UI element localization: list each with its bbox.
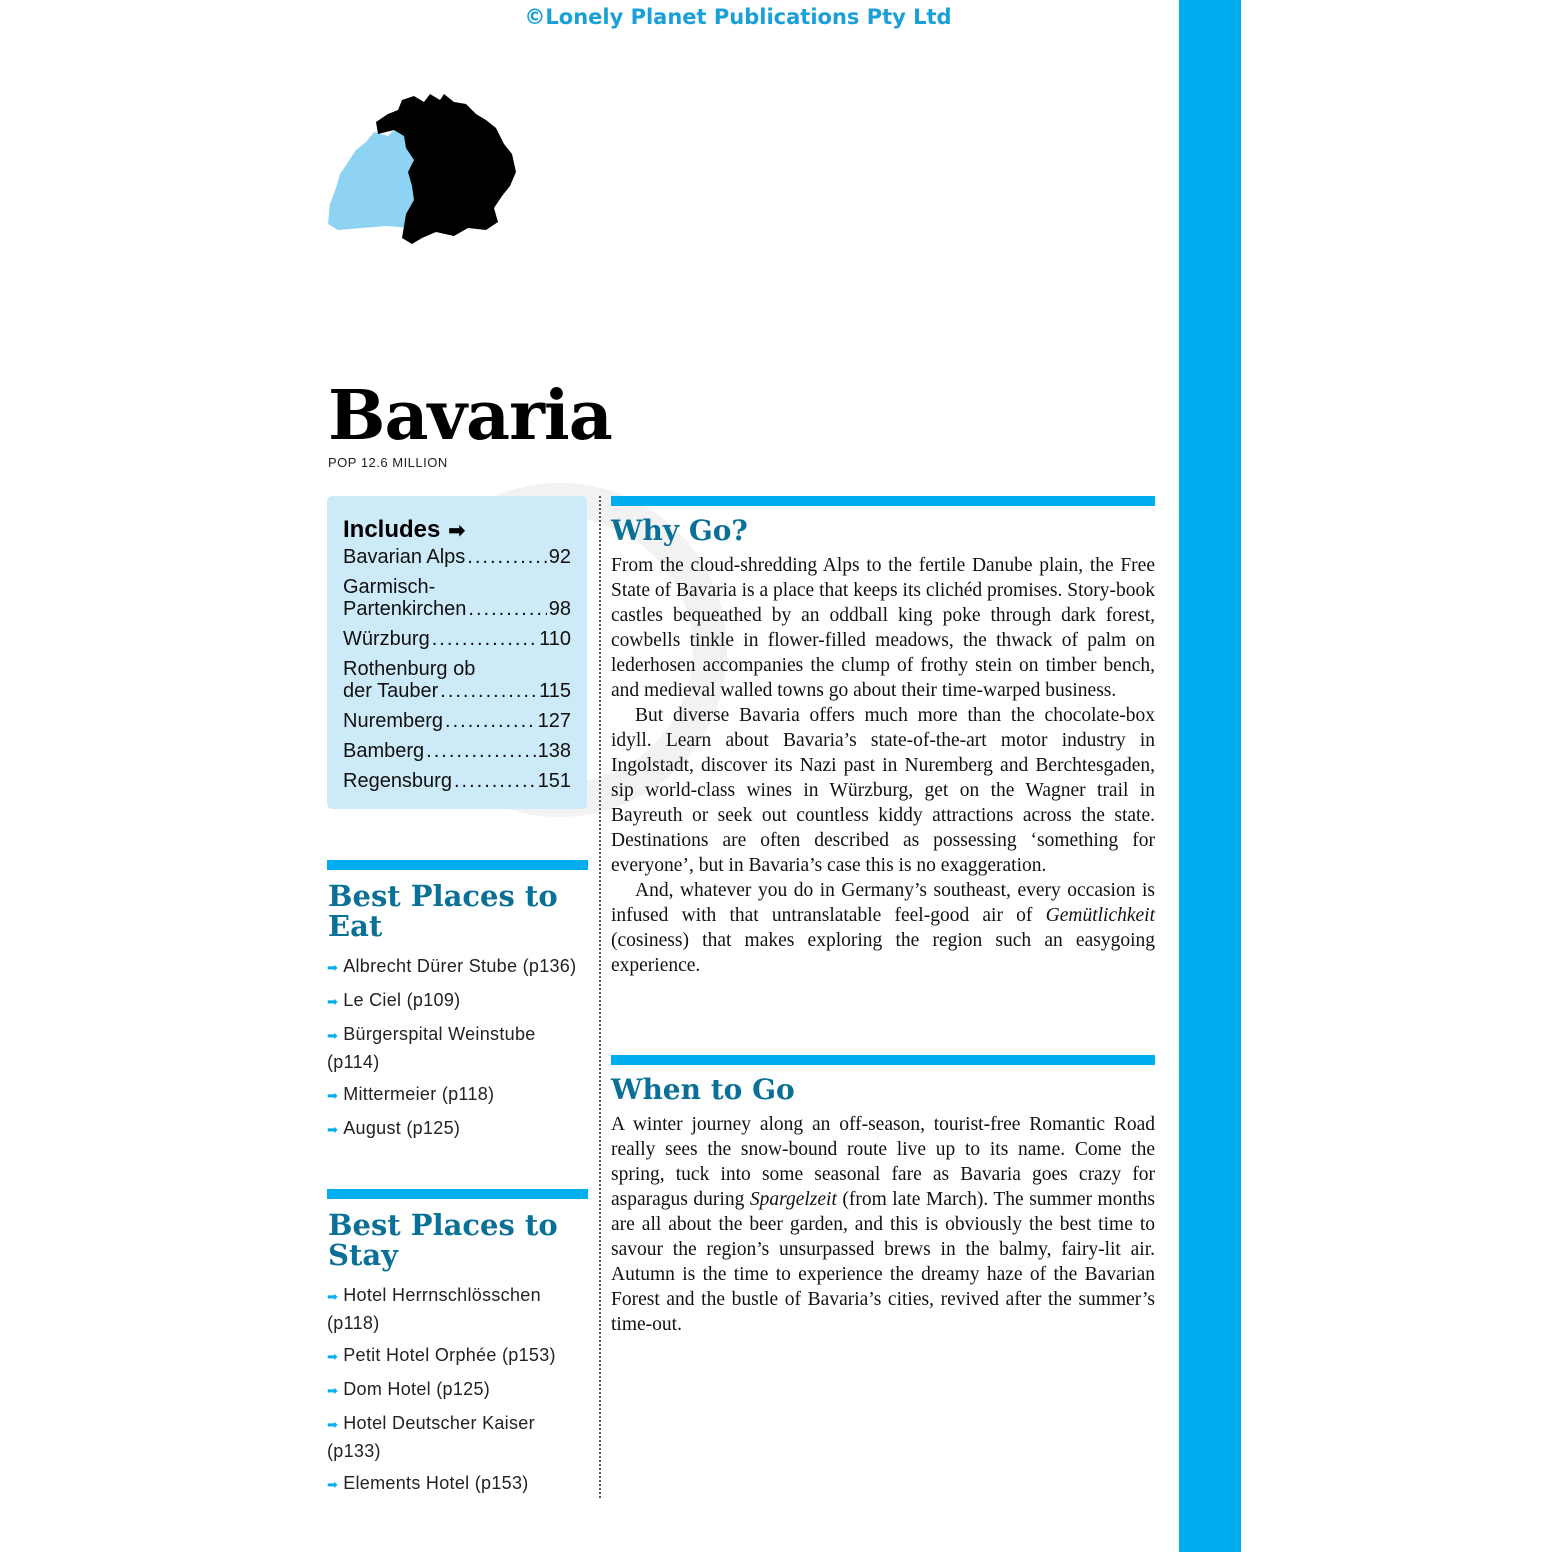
best-stay-heading-line: Stay (328, 1238, 398, 1272)
dot-leader (454, 770, 536, 792)
best-stay-list (327, 1282, 589, 1504)
includes-item-name: Nuremberg (343, 710, 444, 732)
includes-item[interactable] (343, 576, 571, 620)
arrow-right-icon: ➡ (327, 1028, 339, 1043)
includes-item-name: Bamberg (343, 740, 425, 762)
dot-leader (426, 740, 535, 762)
page-title: Bavaria (328, 376, 612, 456)
column-divider (599, 496, 601, 1498)
includes-heading-text: Includes (343, 516, 441, 543)
includes-item-page: 115 (539, 680, 571, 702)
place-list-item[interactable] (327, 1282, 589, 1336)
place-name: Petit Hotel Orphée (p153) (343, 1345, 556, 1365)
includes-item-name: der Tauber (343, 680, 439, 702)
dot-leader (467, 546, 546, 568)
includes-item-page: 138 (537, 740, 571, 762)
text-run: And, whatever you do in Germany’s southeast, every occasion is infused with that untranslatable feel-good air of (611, 880, 1155, 926)
section-rule (611, 496, 1155, 506)
place-list-item[interactable] (327, 1115, 589, 1143)
includes-item-row (343, 680, 571, 702)
paragraph: But diverse Bavaria offers much more than the chocolate-box idyll. Learn about Bavaria’s state-of-the-art motor industry in Ingolstadt, discover its Nazi past in Nuremberg and Berchtesgaden, sip world-class wines in Würzburg, get on the Wagner trail in Bayreuth or seek out countless kiddy attractions across the state. Destinations are often described as possessing ‘something for everyone’, but in Bavaria’s case this is no exaggeration. (611, 705, 1155, 876)
place-name: Bürgerspital Weinstube (p114) (327, 1024, 536, 1072)
dot-leader (432, 628, 537, 650)
includes-item-name: Würzburg (343, 628, 430, 650)
best-eat-list (327, 953, 589, 1149)
includes-item-name-line: Garmisch- (343, 576, 436, 598)
italic-term: Gemütlichkeit (1045, 905, 1155, 926)
copyright-notice: ©Lonely Planet Publications Pty Ltd (524, 5, 952, 29)
includes-item[interactable] (343, 770, 571, 792)
arrow-right-icon: ➡ (448, 519, 466, 542)
why-go-heading: Why Go? (611, 514, 748, 547)
arrow-right-icon: ➡ (327, 1122, 339, 1137)
arrow-right-icon: ➡ (327, 960, 339, 975)
text-run: (from late March). The summer months are all about the beer garden, and this is obviously the best time to savour the region’s unsurpassed brews in the balmy, fairy-lit air. Autumn is the time to experience the dreamy haze of the Bavarian Forest and the bustle of Bavaria’s cities, revived after the summer’s time-out. (611, 1189, 1155, 1335)
place-list-item[interactable] (327, 1342, 589, 1370)
place-list-item[interactable] (327, 987, 589, 1015)
includes-item-row (343, 598, 571, 620)
includes-item-name-line: Rothenburg ob (343, 658, 476, 680)
arrow-right-icon: ➡ (327, 1477, 339, 1492)
paragraph (611, 1112, 1155, 1337)
arrow-right-icon: ➡ (327, 994, 339, 1009)
place-list-item[interactable] (327, 1470, 589, 1498)
when-to-go-text (611, 1112, 1155, 1337)
section-rule (327, 1189, 588, 1199)
region-locator-map (326, 92, 520, 246)
best-eat-heading-line: Eat (328, 909, 383, 943)
dot-leader (445, 710, 536, 732)
arrow-right-icon: ➡ (327, 1417, 339, 1432)
includes-item-row (343, 546, 571, 568)
includes-item[interactable] (343, 710, 571, 732)
includes-item-row (343, 770, 571, 792)
section-rule (611, 1055, 1155, 1065)
paragraph: From the cloud-shredding Alps to the fertile Danube plain, the Free State of Bavaria is a place that keeps its clichéd promises. Story-book castles bequeathed by an oddball king poke through dark forest, cowbells tinkle in flower-filled meadows, the thwack of palm on lederhosen accompanies the clump of frothy stein on timber bench, and medieval walled towns go about their time-warped business. (611, 555, 1155, 701)
includes-item-name: Regensburg (343, 770, 452, 792)
place-name: Hotel Herrnschlösschen (p118) (327, 1285, 541, 1333)
includes-item[interactable] (343, 658, 571, 702)
place-name: Albrecht Dürer Stube (p136) (343, 956, 577, 976)
section-rule (327, 860, 588, 870)
place-list-item[interactable] (327, 1081, 589, 1109)
arrow-right-icon: ➡ (327, 1349, 339, 1364)
includes-box (327, 496, 587, 809)
text-run: (cosiness) that makes exploring the region such an easygoing experience. (611, 930, 1155, 976)
best-eat-heading (328, 881, 588, 941)
includes-list (343, 546, 571, 792)
place-list-item[interactable] (327, 1410, 589, 1464)
includes-item-page: 127 (537, 710, 571, 732)
includes-item[interactable] (343, 628, 571, 650)
includes-item-row (343, 710, 571, 732)
arrow-right-icon: ➡ (327, 1383, 339, 1398)
dot-leader (468, 598, 546, 620)
includes-item-page: 151 (537, 770, 571, 792)
arrow-right-icon: ➡ (327, 1088, 339, 1103)
place-name: August (p125) (343, 1118, 461, 1138)
best-stay-heading-line: Best Places to (328, 1208, 558, 1242)
includes-item-row (343, 628, 571, 650)
paragraph (611, 878, 1155, 978)
place-list-item[interactable] (327, 953, 589, 981)
italic-term: Spargelzeit (749, 1189, 837, 1210)
when-to-go-heading: When to Go (611, 1073, 795, 1106)
includes-item-page: 92 (548, 546, 571, 568)
includes-heading (343, 516, 571, 544)
place-list-item[interactable] (327, 1021, 589, 1075)
why-go-text (611, 553, 1155, 978)
includes-item-page: 98 (548, 598, 571, 620)
baden-wuerttemberg-shape (328, 128, 418, 230)
place-list-item[interactable] (327, 1376, 589, 1404)
population-label: POP 12.6 MILLION (328, 455, 448, 470)
place-name: Mittermeier (p118) (343, 1084, 495, 1104)
includes-item-row (343, 740, 571, 762)
text-run: A winter journey along an off-season, tourist-free Romantic Road really sees the snow-bound route live up to its name. Come the spring, tuck into some seasonal fare as Bavaria goes crazy for asparagus during (611, 1114, 1155, 1210)
includes-item-name: Partenkirchen (343, 598, 467, 620)
includes-item-name: Bavarian Alps (343, 546, 466, 568)
place-name: Elements Hotel (p153) (343, 1473, 529, 1493)
side-thumb-tab (1179, 0, 1241, 1552)
includes-item-page: 110 (539, 628, 571, 650)
best-stay-heading (328, 1210, 588, 1270)
includes-item[interactable] (343, 740, 571, 762)
best-eat-heading-line: Best Places to (328, 879, 558, 913)
dot-leader (440, 680, 537, 702)
place-name: Hotel Deutscher Kaiser (p133) (327, 1413, 535, 1461)
arrow-right-icon: ➡ (327, 1289, 339, 1304)
place-name: Le Ciel (p109) (343, 990, 461, 1010)
place-name: Dom Hotel (p125) (343, 1379, 491, 1399)
includes-item[interactable] (343, 546, 571, 568)
